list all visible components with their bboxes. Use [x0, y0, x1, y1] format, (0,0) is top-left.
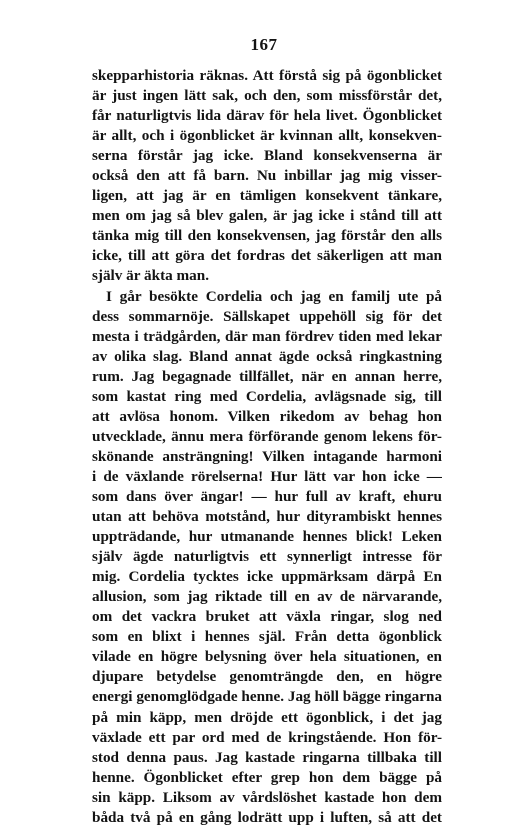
body-text [92, 66, 442, 828]
text-line: sin käpp. Liksom av vårdslöshet kastade hon dem [92, 788, 442, 806]
text-line: djupare betydelse genomträngde den, en högre [92, 668, 442, 686]
text-line: rum. Jag begagnade tillfället, när en annan herre, [92, 367, 442, 385]
text-line: icke, till att göra det fordras det säkerligen att man [92, 247, 442, 265]
text-line: som kastat ring med Cordelia, avlägsnade sig, till [92, 387, 442, 405]
text-line: skönande ansträngning! Vilken intagande harmoni [92, 447, 442, 465]
text-line: att avlösa honom. Vilken rikedom av behag hon [92, 407, 442, 425]
text-line: är just ingen lätt sak, och den, som missförstår det, [92, 87, 442, 105]
text-line: som dans över ängar! — hur full av kraft, ehuru [92, 487, 442, 505]
text-line: uppträdande, hur utmanande hennes blick! Leken [92, 528, 442, 546]
text-line: får naturligtvis lida därav för hela livet. Ögonblicket [92, 107, 442, 125]
text-line: är allt, och i ögonblicket är kvinnan allt, konsekven- [92, 127, 442, 145]
text-line: men om jag så blev galen, är jag icke i stånd till att [92, 207, 442, 225]
text-line: båda två på en gång lodrätt upp i luften, så att det [92, 808, 442, 826]
text-line: växlade ett par ord med de kringstående. Hon för- [92, 728, 442, 746]
text-line: mig. Cordelia tycktes icke uppmärksam därpå En [92, 568, 442, 586]
text-line: vilade en högre belysning över hela situationen, en [92, 648, 442, 666]
text-line: utvecklade, ännu mera förförande genom lekens för- [92, 427, 442, 445]
text-line: om det vackra bruket att växla ringar, slog ned [92, 608, 442, 626]
text-line: stod denna paus. Jag kastade ringarna tillbaka till [92, 748, 442, 766]
page-number: 167 [250, 35, 278, 54]
text-line: som en blixt i hennes själ. Från detta ögonblick [92, 628, 442, 646]
text-line: själv ägde naturligtvis ett synnerligt intresse för [92, 548, 442, 566]
text-line: ligen, att jag är en tämligen konsekvent tänkare, [92, 187, 442, 205]
text-line: av olika slag. Bland annat ägde också ringkastning [92, 347, 442, 365]
text-line: energi genomglödgade henne. Jag höll bägge ringarna [92, 688, 442, 706]
text-line: utan att behöva motstånd, hur dityrambiskt hennes [92, 508, 442, 526]
text-line: allusion, som jag riktade till en av de närvarande, [92, 588, 442, 606]
text-line: också den att få barn. Nu inbillar jag mig visser- [92, 167, 442, 185]
text-line: på min käpp, men dröjde ett ögonblick, i det jag [92, 708, 442, 726]
text-line: i de växlande rörelserna! Hur lätt var hon icke — [92, 467, 442, 485]
text-line: mesta i trädgården, där man fördrev tiden med lekar [92, 327, 442, 345]
text-line: dess sommarnöje. Sällskapet uppehöll sig för det [92, 307, 442, 325]
text-line: skepparhistoria räknas. Att förstå sig på ögonblicket [92, 67, 442, 84]
text-line: själv är äkta man. [92, 267, 210, 285]
text-line: serna förstår jag icke. Bland konsekvenserna är [92, 147, 442, 165]
text-line: tänka mig till den konsekvensen, jag förstår den alls [92, 227, 442, 245]
text-line: henne. Ögonblicket efter grep hon dem bägge på [92, 768, 442, 786]
text-line: I går besökte Cordelia och jag en familj ute på [106, 287, 442, 305]
